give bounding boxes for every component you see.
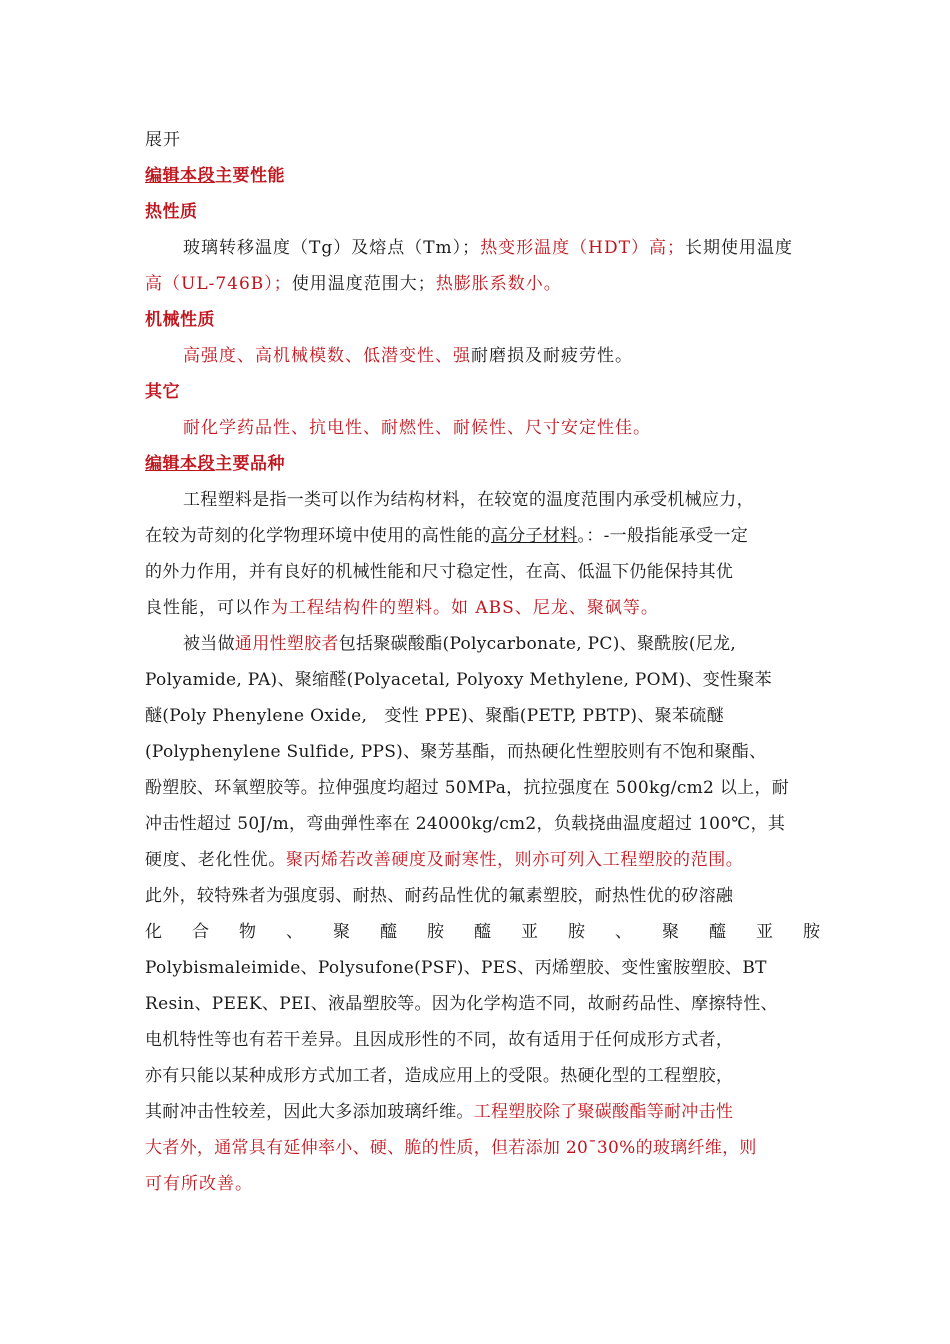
text-span: 其耐冲击性较差，因此大多添加玻璃纤维。 [145,1102,474,1122]
text-span: 使用温度范围大； [291,274,436,294]
section-title: 主要品种 [215,454,285,474]
document-body [145,122,821,1202]
para2-line [145,1094,821,1130]
text-span: 玻璃转移温度（Tg）及熔点（Tm）； [183,238,481,258]
para2-line: 酚塑胶、环氧塑胶等。拉伸强度均超过 50MPa，抗拉强度在 500kg/cm2 以上，耐 [145,778,790,798]
para2-line: Polyamide, PA)、聚缩醛(Polyacetal, Polyoxy Methylene, POM)、变性聚苯 [145,670,772,690]
thermal-line-2 [145,266,821,302]
edit-section-link[interactable]: 编辑本段 [145,166,215,186]
other-line: 耐化学药品性、抗电性、耐燃性、耐候性、尺寸安定性佳。 [183,418,651,438]
edit-section-link[interactable]: 编辑本段 [145,454,215,474]
text-span: 长期使用温度 [684,238,793,258]
para2-line: 可有所改善。 [145,1174,253,1194]
expand-label[interactable]: 展开 [145,130,181,150]
section-heading-performance [145,158,821,194]
text-span: 为工程结构件的塑料。如 ABS、尼龙、聚砜等。 [271,598,659,618]
para2-line: 此外，较特殊者为强度弱、耐热、耐药品性优的氟素塑胶，耐热性优的矽溶融 [145,886,734,906]
text-span: 硬度、老化性优。 [145,850,286,870]
para2-line [145,842,821,878]
text-span: 被当做 [183,634,235,654]
para1-line: 工程塑料是指一类可以作为结构材料，在较宽的温度范围内承受机械应力， [183,490,754,510]
para1-line [145,518,821,554]
text-span: 聚丙烯若改善硬度及耐寒性，则亦可列入工程塑胶的范围。 [285,850,744,870]
para2-line: 大者外，通常具有延伸率小、硬、脆的性质，但若添加 20¯30%的玻璃纤维，则 [145,1138,757,1158]
text-span: 高强度、高机械模数、低潜变性、强 [183,346,471,366]
section-title: 主要性能 [215,166,285,186]
para2-line: (Polyphenylene Sulfide, PPS)、聚芳基酯，而热硬化性塑胶则有不饱和聚酯、 [145,742,767,762]
para2-line: Polybismaleimide、Polysufone(PSF)、PES、丙烯塑胶、变性蜜胺塑胶、BT [145,958,767,978]
text-span: 高（UL-746B）； [145,274,292,294]
para1-line: 的外力作用，并有良好的机械性能和尺寸稳定性，在高、低温下仍能保持其优 [145,562,734,582]
para2-line: 化 合 物 、 聚 醯 胺 醯 亚 胺 、 聚 醯 亚 胺 [145,922,821,942]
text-span: 通用性塑胶者 [234,634,339,654]
subheading-thermal: 热性质 [145,202,198,222]
para1-line [145,590,821,626]
section-heading-varieties [145,446,821,482]
text-span: 热膨胀系数小。 [435,274,562,294]
text-span: 热变形温度（HDT）高； [480,238,685,258]
text-span: 良性能，可以作 [145,598,271,618]
text-span: 包括聚碳酸酯(Polycarbonate, PC)、聚酰胺(尼龙, [338,634,737,654]
thermal-line-1 [145,230,821,266]
polymer-material-link[interactable]: 高分子材料 [491,526,578,546]
para2-line [145,626,821,662]
para2-line: 电机特性等也有若干差异。且因成形性的不同，故有适用于任何成形方式者， [145,1030,734,1050]
para2-line: 醚(Poly Phenylene Oxide, 变性 PPE)、聚酯(PETP, PBTP)、聚苯硫醚 [145,706,724,726]
para2-line: 冲击性超过 50J/m，弯曲弹性率在 24000kg/cm2，负载挠曲温度超过 100℃，其 [145,814,786,834]
text-span: 耐磨损及耐疲劳性。 [471,346,633,366]
subheading-mechanical: 机械性质 [145,310,215,330]
subheading-other: 其它 [145,382,180,402]
text-span: 工程塑胶除了聚碳酸酯等耐冲击性 [473,1102,734,1122]
para2-line: 亦有只能以某种成形方式加工者，造成应用上的受限。热硬化型的工程塑胶， [145,1066,734,1086]
mechanical-line [145,338,821,374]
para2-line: Resin、PEEK、PEI、液晶塑胶等。因为化学构造不同，故耐药品性、摩擦特性、 [145,994,778,1014]
text-span: 。：-一般指能承受一定 [577,526,749,546]
text-span: 在较为苛刻的化学物理环境中使用的高性能的 [145,526,491,546]
